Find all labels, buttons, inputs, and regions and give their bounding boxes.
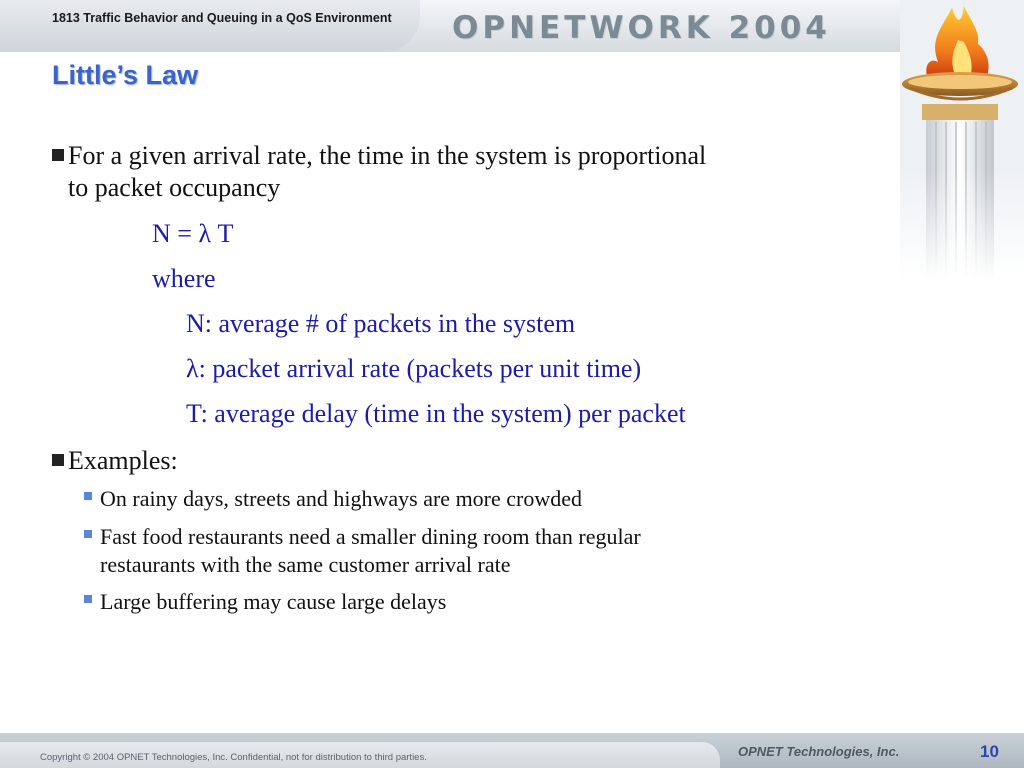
example-2-line-2: restaurants with the same customer arrival rate [100,552,511,577]
sub-bullet-square-icon [84,530,92,538]
page-number: 10 [980,742,999,761]
bullet-1-line-2: to packet occupancy [68,173,281,202]
definition-n: N: average # of packets in the system [186,309,576,338]
copyright-text: Copyright © 2004 OPNET Technologies, Inc. Confidential, not for distribution to third parties. [40,752,427,763]
bullet-square-icon [52,149,64,161]
bullet-1-line-1: For a given arrival rate, the time in the system is proportional [68,141,707,170]
sub-bullet-square-icon [84,595,92,603]
sub-bullet-square-icon [84,492,92,500]
definition-lambda: λ: packet arrival rate (packets per unit time) [186,354,642,383]
slide-title: Little’s Law [52,60,199,90]
littles-law-formula: N = λ T [152,219,234,248]
example-1: On rainy days, streets and highways are more crowded [100,486,583,511]
definition-t: T: average delay (time in the system) per packet [186,399,686,428]
course-title: 1813 Traffic Behavior and Queuing in a QoS Environment [52,11,392,25]
example-3: Large buffering may cause large delays [100,589,447,614]
bullet-square-icon [52,454,64,466]
company-name: OPNET Technologies, Inc. [738,744,900,759]
where-label: where [152,264,216,293]
bullet-2-examples: Examples: [68,446,178,475]
example-2-line-1: Fast food restaurants need a smaller dining room than regular [100,524,641,549]
opnetwork-logo: OPNETWORK 2004 [452,10,831,46]
